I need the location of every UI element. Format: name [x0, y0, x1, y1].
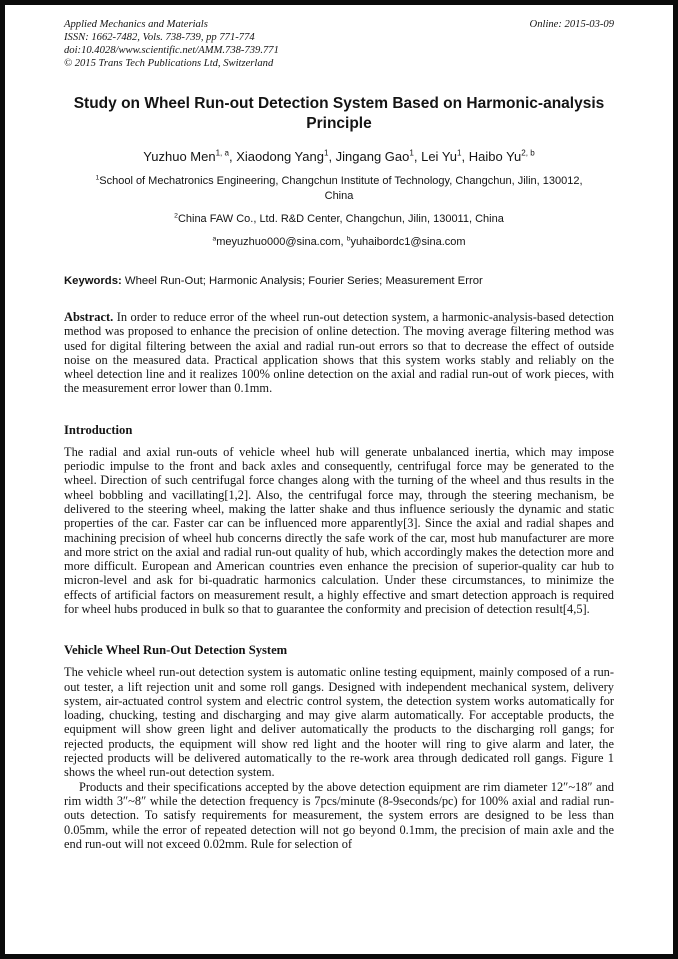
keywords-text: Wheel Run-Out; Harmonic Analysis; Fourier Series; Measurement Error	[121, 274, 483, 287]
publication-header	[64, 18, 614, 71]
paper-title: Study on Wheel Run-out Detection System Based on Harmonic-analysis Principle	[73, 94, 605, 132]
section-heading-introduction: Introduction	[64, 422, 133, 437]
email-superscript: b	[346, 235, 351, 243]
author-name: Yuzhuo Men	[143, 149, 216, 165]
abstract-label: Abstract.	[64, 309, 114, 324]
issn-line: ISSN: 1662-7482, Vols. 738-739, pp 771-774	[64, 32, 255, 44]
author-superscript: 1	[409, 149, 414, 159]
copyright-line: © 2015 Trans Tech Publications Ltd, Switzerland	[64, 58, 274, 70]
author-name: , Jingang Gao	[328, 149, 410, 165]
author-name: , Xiaodong Yang	[229, 149, 324, 165]
affiliation-superscript: 2	[174, 212, 178, 220]
section-heading-detection-system: Vehicle Wheel Run-Out Detection System	[64, 643, 288, 658]
affiliation-text: School of Mechatronics Engineering, Changchun Institute of Technology, Changchun, Jilin, 130012, China	[99, 175, 583, 202]
paper-page	[5, 5, 673, 954]
email-address: meyuzhuo000@sina.com,	[216, 235, 347, 248]
authors-line	[64, 149, 614, 164]
author-superscript: 1, a	[215, 149, 230, 159]
affiliation-text: China FAW Co., Ltd. R&D Center, Changchun, Jilin, 130011, China	[177, 213, 504, 226]
affiliation-1	[89, 174, 589, 203]
affiliation-superscript: 1	[95, 174, 100, 182]
author-emails	[64, 236, 614, 248]
detection-system-paragraph-1: The vehicle wheel run-out detection system is automatic online testing equipment, mainly composed of a run-out tester, a lift rejection unit and some roll gangs. Designed with independent mechanical system, delivery system, air-actuated control system and electric control system, the detection system works automatically for loading, chucking, testing and discharging and may give alarm automatically. For acceptable products, the equipment will show green light and deliver automatically the products to the discharging roll gangs; for rejected products, the equipment will show red light and the hooter will ring to give alarm and later, the rejected products will be delivered automatically to the re-work area through dedicated roll gangs. Figure 1 shows the wheel run-out detection system.	[64, 665, 614, 780]
author-superscript: 2, b	[521, 149, 535, 159]
keywords-line	[64, 275, 614, 287]
email-address: yuhaibordc1@sina.com	[350, 235, 466, 248]
author-name: , Haibo Yu	[461, 149, 522, 165]
author-superscript: 1	[457, 149, 462, 159]
author-name: , Lei Yu	[413, 149, 458, 165]
detection-system-paragraph-2: Products and their specifications accepted by the above detection equipment are rim diameter 12″~18″ and rim width 3″~8″ while the detection frequency is 7pcs/minute (8-9seconds/pc) for 100% axial and radial run-outs detection. To satisfy requirements for measurement, the system errors are designed to be less than 0.05mm, while the error of repeated detection will not go beyond 0.1mm, the precision of main axle and the end run-out will not exceed 0.02mm. Rule for selection of	[64, 779, 614, 851]
publication-info	[64, 18, 279, 71]
email-superscript: a	[212, 235, 217, 243]
online-date: Online: 2015-03-09	[529, 19, 614, 30]
abstract-paragraph	[64, 310, 614, 396]
introduction-paragraph: The radial and axial run-outs of vehicle wheel hub will generate unbalanced inertia, which may impose periodic impulse to the front and back axles and consequently, centrifugal force may be generated to the wheel. Direction of such centrifugal force changes along with the turning of the wheel and thus results in the wheel bobbling and vacillating[1,2]. Also, the centrifugal force may, through the steering mechanism, be delivered to the steering wheel, making the latter shake and thus influence seriously the dynamic and static properties of the car. Faster car can be influenced more apparently[3]. Since the axial and radial shapes and machining precision of wheel hub concerns directly the safe work of the car, most hub manufacturer are more and more strict on the axial and radial run-out quality of hub, which accordingly makes the detection more and more difficult. European and American countries even enhance the precision of superior-quality car hub to micron-level and ask for bi-quadratic harmonics calculation. Under these circumstances, to minimize the effects of artificial factors on measurement result, a highly effective and smart detection approach is required for wheel hubs produced in bulk so that to guarantee the conformity and precision of detection result[4,5].	[64, 444, 614, 616]
abstract-text: In order to reduce error of the wheel run-out detection system, a harmonic-analysis-based detection method was proposed to enhance the precision of online detection. The moving average filtering method was used for digital filtering between the axial and radial run-out errors so that to decrease the effect of outside noise on the measured data. Practical application shows that this system works stably and reliably on the wheel detection line and it realizes 100% online detection on the axial and radial run-out of work pieces, with the measurement error lower than 0.1mm.	[64, 309, 614, 396]
doi-line: doi:10.4028/www.scientific.net/AMM.738-739.771	[64, 45, 279, 57]
keywords-label: Keywords:	[64, 274, 122, 287]
author-superscript: 1	[323, 149, 329, 159]
affiliation-2	[89, 212, 589, 227]
journal-name: Applied Mechanics and Materials	[64, 19, 208, 30]
